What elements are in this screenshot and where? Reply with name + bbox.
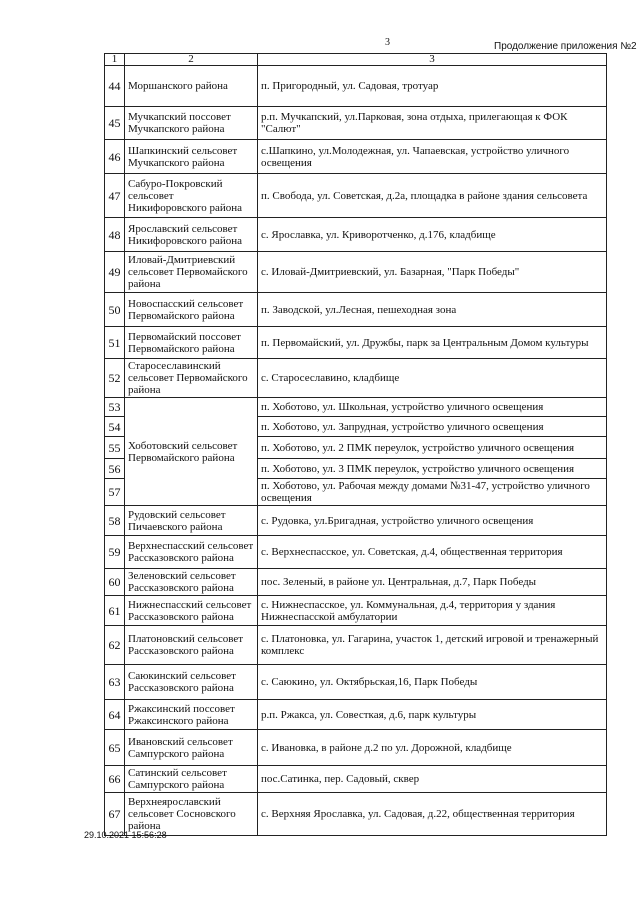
location-description: с. Нижнеспасское, ул. Коммунальная, д.4, территория у здания Нижнеспасской амбулатории	[258, 596, 607, 626]
print-timestamp: 29.10.2021 15:56:28	[84, 830, 167, 840]
row-number: 62	[105, 626, 125, 665]
row-number: 58	[105, 506, 125, 536]
table-row	[105, 398, 607, 417]
table-row	[105, 252, 607, 293]
location-description: с. Иловай-Дмитриевский, ул. Базарная, "Парк Победы"	[258, 252, 607, 293]
row-number: 67	[105, 793, 125, 836]
table-row	[105, 140, 607, 174]
table-row	[105, 218, 607, 252]
row-number: 63	[105, 665, 125, 700]
council-name: Хоботовский сельсовет Первомайского района	[125, 398, 258, 506]
council-name: Рудовский сельсовет Пичаевского района	[125, 506, 258, 536]
row-number: 61	[105, 596, 125, 626]
table-row	[105, 700, 607, 730]
row-number: 50	[105, 293, 125, 327]
table-row	[105, 359, 607, 398]
council-name: Нижнеспасский сельсовет Рассказовского района	[125, 596, 258, 626]
location-description: р.п. Ржакса, ул. Совесткая, д.6, парк культуры	[258, 700, 607, 730]
table-row	[105, 536, 607, 569]
table-header-row	[105, 54, 607, 66]
council-name: Первомайский поссовет Первомайского района	[125, 327, 258, 359]
location-description: с. Ивановка, в районе д.2 по ул. Дорожной, кладбище	[258, 730, 607, 766]
location-description: с. Старосеславино, кладбище	[258, 359, 607, 398]
location-description: р.п. Мучкапский, ул.Парковая, зона отдыха, прилегающая к ФОК "Салют"	[258, 107, 607, 140]
row-number: 57	[105, 479, 125, 506]
table-row	[105, 174, 607, 218]
row-number: 65	[105, 730, 125, 766]
council-name: Саюкинский сельсовет Рассказовского района	[125, 665, 258, 700]
row-number: 66	[105, 766, 125, 793]
continuation-label: Продолжение приложения №2	[494, 41, 637, 52]
row-number: 55	[105, 437, 125, 459]
council-name: Ивановский сельсовет Сампурского района	[125, 730, 258, 766]
location-description: п. Первомайский, ул. Дружбы, парк за Центральным Домом культуры	[258, 327, 607, 359]
row-number: 64	[105, 700, 125, 730]
table-row	[105, 293, 607, 327]
location-description: с. Верхнеспасское, ул. Советская, д.4, общественная территория	[258, 536, 607, 569]
council-name: Шапкинский сельсовет Мучкапского района	[125, 140, 258, 174]
council-name: Мучкапский поссовет Мучкапского района	[125, 107, 258, 140]
row-number: 47	[105, 174, 125, 218]
council-name: Зеленовский сельсовет Рассказовского района	[125, 569, 258, 596]
table-row	[105, 665, 607, 700]
table-row	[105, 327, 607, 359]
header-cell: 2	[125, 54, 258, 66]
location-description: п. Заводской, ул.Лесная, пешеходная зона	[258, 293, 607, 327]
row-number: 51	[105, 327, 125, 359]
row-number: 59	[105, 536, 125, 569]
council-name: Ярославский сельсовет Никифоровского района	[125, 218, 258, 252]
table-row	[105, 596, 607, 626]
table-row	[105, 569, 607, 596]
council-name: Сатинский сельсовет Сампурского района	[125, 766, 258, 793]
row-number: 49	[105, 252, 125, 293]
row-number: 48	[105, 218, 125, 252]
location-description: п. Хоботово, ул. 2 ПМК переулок, устройство уличного освещения	[258, 437, 607, 459]
table-row	[105, 793, 607, 836]
location-description: с. Платоновка, ул. Гагарина, участок 1, детский игровой и тренажерный комплекс	[258, 626, 607, 665]
council-name: Верхнеспасский сельсовет Рассказовского района	[125, 536, 258, 569]
location-description: п. Хоботово, ул. 3 ПМК переулок, устройство уличного освещения	[258, 459, 607, 479]
row-number: 53	[105, 398, 125, 417]
location-description: пос.Сатинка, пер. Садовый, сквер	[258, 766, 607, 793]
row-number: 52	[105, 359, 125, 398]
table-row	[105, 766, 607, 793]
appendix-table	[104, 53, 607, 836]
row-number: 44	[105, 66, 125, 107]
row-number: 56	[105, 459, 125, 479]
location-description: п. Хоботово, ул. Рабочая между домами №31-47, устройство уличного освещения	[258, 479, 607, 506]
council-name: Сабуро-Покровский сельсовет Никифоровского района	[125, 174, 258, 218]
council-name: Верхнеярославский сельсовет Сосновского района	[125, 793, 258, 836]
location-description: с. Саюкино, ул. Октябрьская,16, Парк Победы	[258, 665, 607, 700]
header-cell: 1	[105, 54, 125, 66]
table-row	[105, 626, 607, 665]
location-description: с.Шапкино, ул.Молодежная, ул. Чапаевская, устройство уличного освещения	[258, 140, 607, 174]
council-name: Платоновский сельсовет Рассказовского района	[125, 626, 258, 665]
row-number: 60	[105, 569, 125, 596]
location-description: пос. Зеленый, в районе ул. Центральная, д.7, Парк Победы	[258, 569, 607, 596]
location-description: с. Ярославка, ул. Криворотченко, д.176, кладбище	[258, 218, 607, 252]
page-number: 3	[385, 37, 390, 48]
location-description: п. Хоботово, ул. Запрудная, устройство уличного освещения	[258, 417, 607, 437]
row-number: 54	[105, 417, 125, 437]
council-name: Новоспасский сельсовет Первомайского района	[125, 293, 258, 327]
location-description: с. Рудовка, ул.Бригадная, устройство уличного освещения	[258, 506, 607, 536]
location-description: с. Верхняя Ярославка, ул. Садовая, д.22, общественная территория	[258, 793, 607, 836]
council-name: Ржаксинский поссовет Ржаксинского района	[125, 700, 258, 730]
row-number: 46	[105, 140, 125, 174]
row-number: 45	[105, 107, 125, 140]
location-description: п. Свобода, ул. Советская, д.2а, площадка в районе здания сельсовета	[258, 174, 607, 218]
council-name: Старосеславинский сельсовет Первомайского района	[125, 359, 258, 398]
table-row	[105, 730, 607, 766]
header-cell: 3	[258, 54, 607, 66]
table-row	[105, 107, 607, 140]
council-name: Иловай-Дмитриевский сельсовет Первомайского района	[125, 252, 258, 293]
council-name: Моршанского района	[125, 66, 258, 107]
location-description: п. Хоботово, ул. Школьная, устройство уличного освещения	[258, 398, 607, 417]
table-row	[105, 66, 607, 107]
table-row	[105, 506, 607, 536]
location-description: п. Пригородный, ул. Садовая, тротуар	[258, 66, 607, 107]
